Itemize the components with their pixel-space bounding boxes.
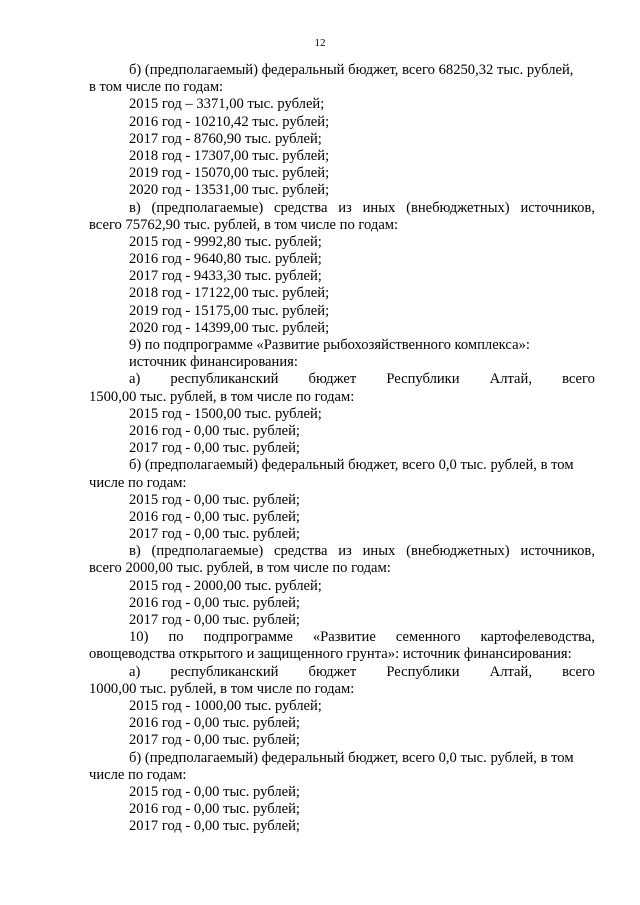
text-word: Алтай,	[489, 371, 532, 388]
text-word: (внебюджетных)	[406, 199, 510, 216]
page-number: 12	[314, 37, 326, 49]
text-line: 2016 год - 0,00 тыс. рублей;	[129, 508, 300, 525]
text-word: по	[168, 629, 184, 646]
text-line: б) (предполагаемый) федеральный бюджет, всего 68250,32 тыс. рублей,	[129, 62, 574, 78]
text-line: 2017 год - 8760,90 тыс. рублей;	[129, 130, 322, 147]
text-word: бюджет	[308, 663, 357, 680]
text-word: подпрограмме	[203, 629, 293, 646]
text-word: в)	[129, 543, 141, 560]
text-line: 2015 год - 0,00 тыс. рублей;	[129, 783, 300, 800]
text-line: 2015 год – 3371,00 тыс. рублей;	[129, 96, 325, 113]
text-word: всего	[562, 663, 595, 680]
text-line: 2017 год - 0,00 тыс. рублей;	[129, 526, 300, 543]
text-line	[89, 629, 595, 646]
text-line: в том числе по годам:	[89, 79, 224, 96]
text-word: иных	[362, 199, 396, 216]
text-word: а)	[129, 663, 141, 680]
text-line: 2018 год - 17307,00 тыс. рублей;	[129, 147, 330, 164]
text-line: 2019 год - 15175,00 тыс. рублей;	[129, 302, 330, 319]
text-line: 1500,00 тыс. рублей, в том числе по годам:	[89, 388, 355, 405]
text-word: в)	[129, 199, 141, 216]
text-word: из	[338, 543, 352, 560]
text-line: 2016 год - 0,00 тыс. рублей;	[129, 594, 300, 611]
text-line: б) (предполагаемый) федеральный бюджет, всего 0,0 тыс. рублей, в том	[129, 749, 574, 766]
text-word: всего	[562, 371, 595, 388]
text-line: 2019 год - 15070,00 тыс. рублей;	[129, 165, 330, 182]
text-line: 1000,00 тыс. рублей, в том числе по годам:	[89, 680, 355, 697]
text-line: 2015 год - 1500,00 тыс. рублей;	[129, 405, 322, 422]
text-line	[89, 371, 595, 388]
text-word: из	[338, 199, 352, 216]
text-line: 2016 год - 9640,80 тыс. рублей;	[129, 251, 322, 268]
document-body	[89, 62, 595, 835]
text-line: овощеводства открытого и защищенного грунта»: источник финансирования:	[89, 646, 572, 663]
text-line: 2016 год - 0,00 тыс. рублей;	[129, 801, 300, 818]
text-line: 2015 год - 0,00 тыс. рублей;	[129, 491, 300, 508]
text-line: числе по годам:	[89, 766, 187, 783]
text-word: Республики	[386, 663, 460, 680]
text-line: 2017 год - 9433,30 тыс. рублей;	[129, 268, 322, 285]
text-line	[89, 200, 595, 217]
text-line: 2015 год - 2000,00 тыс. рублей;	[129, 577, 322, 594]
text-word: Республики	[386, 371, 460, 388]
text-word: 10)	[129, 629, 149, 646]
text-word: иных	[362, 543, 396, 560]
text-line: 2017 год - 0,00 тыс. рублей;	[129, 732, 300, 749]
text-line: числе по годам:	[89, 474, 187, 491]
text-word: (внебюджетных)	[406, 543, 510, 560]
text-word: «Развитие	[312, 629, 376, 646]
text-line: б) (предполагаемый) федеральный бюджет, всего 0,0 тыс. рублей, в том	[129, 457, 574, 474]
text-word: Алтай,	[489, 663, 532, 680]
text-line: 2017 год - 0,00 тыс. рублей;	[129, 818, 300, 835]
text-word: а)	[129, 371, 141, 388]
text-line: источник финансирования:	[129, 354, 298, 371]
text-line: 2017 год - 0,00 тыс. рублей;	[129, 612, 300, 628]
text-line	[89, 664, 595, 681]
text-line: всего 2000,00 тыс. рублей, в том числе по годам:	[89, 560, 391, 577]
text-line: 2016 год - 10210,42 тыс. рублей;	[129, 113, 330, 130]
text-line: 2015 год - 9992,80 тыс. рублей;	[129, 233, 322, 250]
text-word: средства	[273, 543, 328, 560]
text-line: 2018 год - 17122,00 тыс. рублей;	[129, 285, 330, 302]
text-word: республиканский	[170, 371, 279, 388]
text-word: картофелеводства,	[480, 629, 595, 646]
text-word: средства	[273, 199, 328, 216]
text-line: всего 75762,90 тыс. рублей, в том числе по годам:	[89, 216, 399, 233]
text-line: 9) по подпрограмме «Развитие рыбохозяйственного комплекса»:	[129, 337, 530, 353]
text-word: семенного	[395, 629, 461, 646]
text-line: 2016 год - 0,00 тыс. рублей;	[129, 422, 300, 439]
text-word: республиканский	[170, 663, 279, 680]
text-word: источников,	[520, 199, 595, 216]
text-word: (предполагаемые)	[151, 543, 264, 560]
text-line: 2017 год - 0,00 тыс. рублей;	[129, 440, 300, 457]
text-line: 2020 год - 13531,00 тыс. рублей;	[129, 182, 330, 199]
text-line: 2015 год - 1000,00 тыс. рублей;	[129, 697, 322, 714]
text-word: (предполагаемые)	[151, 199, 264, 216]
text-line: 2020 год - 14399,00 тыс. рублей;	[129, 319, 330, 336]
text-line	[89, 543, 595, 560]
text-word: источников,	[520, 543, 595, 560]
text-line: 2016 год - 0,00 тыс. рублей;	[129, 715, 300, 732]
text-word: бюджет	[308, 371, 357, 388]
